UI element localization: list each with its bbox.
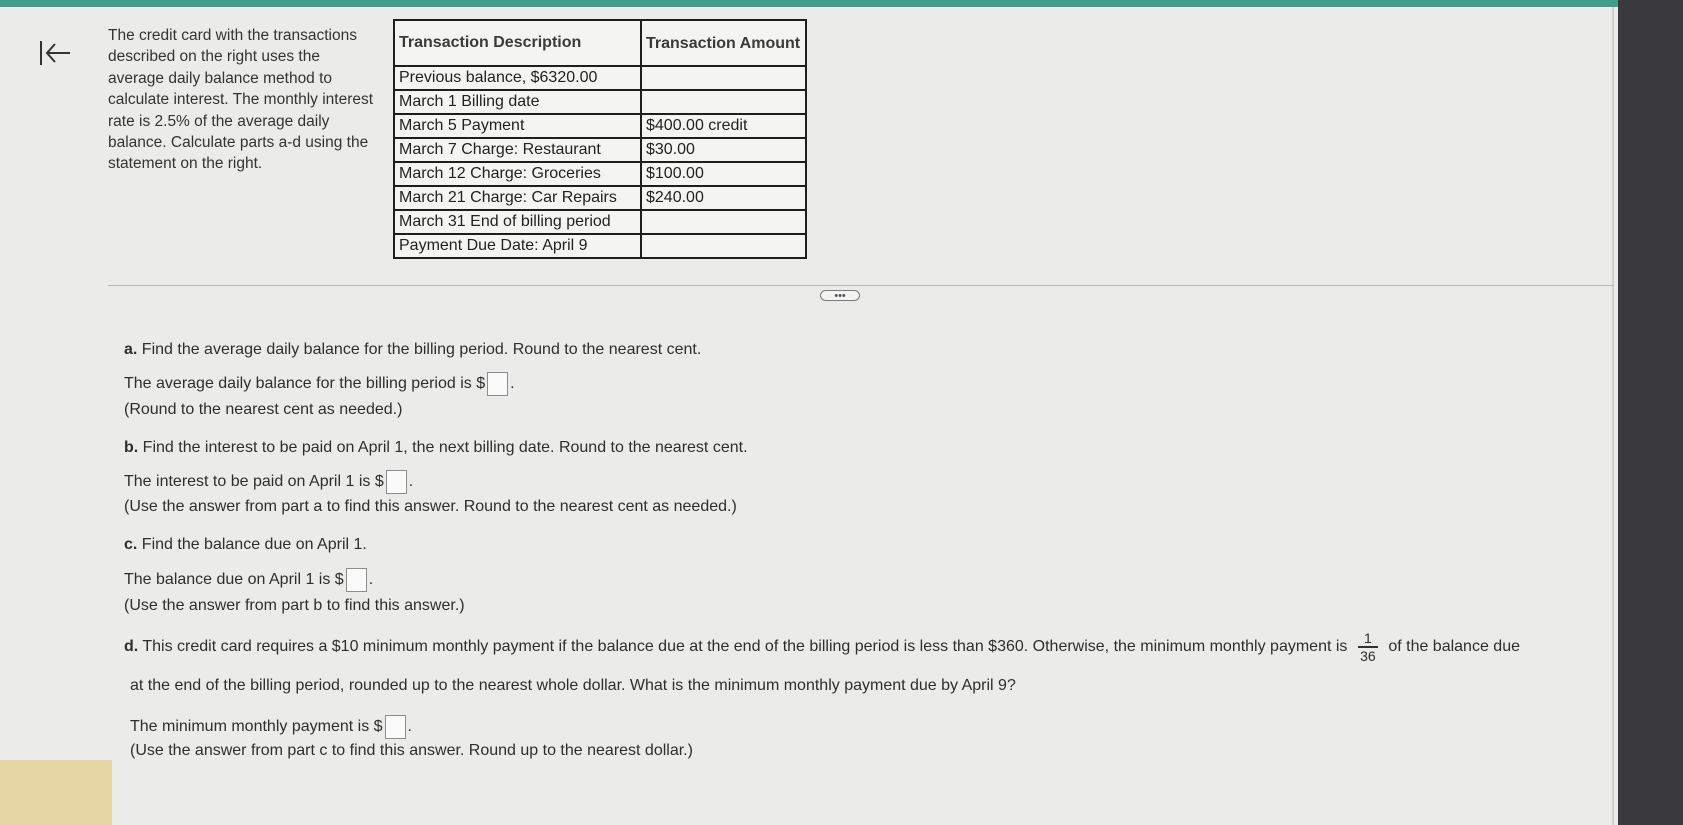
- table-cell: March 5 Payment: [394, 114, 641, 138]
- table-row: [394, 138, 806, 162]
- table-row: [394, 114, 806, 138]
- part-b-question-text: Find the interest to be paid on April 1, the next billing date. Round to the nearest cent.: [142, 439, 748, 456]
- part-a-label: a.: [124, 341, 138, 358]
- problem-intro-text: The credit card with the transactions described on the right uses the average daily balance method to calculate interest. The monthly interest rate is 2.5% of the average daily balance. Calculate parts a-d using the statement on the right.: [108, 27, 374, 173]
- transactions-table: [393, 19, 807, 259]
- table-cell: $400.00 credit: [641, 114, 806, 138]
- table-row: [394, 210, 806, 234]
- part-c-answer-row: The balance due on April 1 is $ .: [124, 568, 373, 592]
- table-header-amount: Transaction Amount: [641, 20, 806, 66]
- table-cell: March 21 Charge: Car Repairs: [394, 186, 641, 210]
- part-b-prompt: The interest to be paid on April 1 is $: [124, 473, 384, 491]
- table-row: [394, 186, 806, 210]
- part-c-question-text: Find the balance due on April 1.: [141, 536, 367, 553]
- table-row: [394, 234, 806, 258]
- arrow-left-bar-icon: [38, 39, 72, 67]
- table-cell: $100.00: [641, 162, 806, 186]
- part-d-question-line2: at the end of the billing period, rounded up to the nearest whole dollar. What is the minimum monthly payment due by April 9?: [130, 677, 1016, 694]
- table-cell: [641, 210, 806, 234]
- fraction-denominator: 36: [1360, 647, 1376, 664]
- part-a-question-text: Find the average daily balance for the billing period. Round to the nearest cent.: [141, 341, 702, 358]
- part-c-label: c.: [124, 536, 138, 553]
- part-d-answer-row: The minimum monthly payment is $ .: [130, 715, 412, 739]
- fraction-numerator: 1: [1363, 630, 1372, 646]
- collapse-back-button[interactable]: [36, 36, 74, 70]
- part-b-answer-input[interactable]: [386, 470, 407, 494]
- table-cell: March 12 Charge: Groceries: [394, 162, 641, 186]
- part-d-question: [124, 630, 1520, 664]
- part-d-label: d.: [124, 637, 139, 655]
- part-d-hint: (Use the answer from part c to find this answer. Round up to the nearest dollar.): [130, 742, 693, 759]
- table-row: [394, 162, 806, 186]
- part-c-answer-input[interactable]: [346, 568, 367, 592]
- table-cell: [641, 90, 806, 114]
- part-b-label: b.: [124, 439, 139, 456]
- part-a-question: [124, 340, 701, 360]
- part-d-question-text: This credit card requires a $10 minimum monthly payment if the balance due at the end of the billing period is less than $360. Otherwise, the minimum monthly payment is: [142, 637, 1348, 655]
- table-header-description: Transaction Description: [394, 20, 641, 66]
- top-accent-bar: [0, 0, 1683, 7]
- part-a-answer-row: The average daily balance for the billing period is $ .: [124, 372, 515, 396]
- table-cell: [641, 66, 806, 90]
- side-panel-fragment: [0, 760, 112, 825]
- part-b-hint: (Use the answer from part a to find this answer. Round to the nearest cent as needed.): [124, 498, 737, 515]
- table-cell: Payment Due Date: April 9: [394, 234, 641, 258]
- part-d-prompt: The minimum monthly payment is $: [130, 718, 383, 736]
- part-b-question: [124, 438, 748, 458]
- table-row: [394, 66, 806, 90]
- part-a-answer-input[interactable]: [487, 372, 508, 396]
- part-b-answer-row: The interest to be paid on April 1 is $ .: [124, 470, 413, 494]
- expand-more-button[interactable]: •••: [820, 290, 860, 301]
- part-d-answer-input[interactable]: [385, 715, 406, 739]
- table-cell: Previous balance, $6320.00: [394, 66, 641, 90]
- part-c-question: [124, 535, 367, 555]
- table-cell: [641, 234, 806, 258]
- screen-bezel: [1618, 0, 1683, 825]
- page-edge: [1612, 7, 1614, 825]
- section-divider: [108, 285, 1614, 286]
- part-c-prompt: The balance due on April 1 is $: [124, 571, 344, 589]
- part-c-hint: (Use the answer from part b to find this answer.): [124, 597, 465, 614]
- table-cell: $240.00: [641, 186, 806, 210]
- table-cell: March 31 End of billing period: [394, 210, 641, 234]
- table-cell: March 7 Charge: Restaurant: [394, 138, 641, 162]
- table-cell: March 1 Billing date: [394, 90, 641, 114]
- fraction-one-thirty-sixth: [1358, 630, 1378, 664]
- table-row: [394, 90, 806, 114]
- part-d-question-text-end: of the balance due: [1388, 637, 1520, 655]
- part-a-prompt: The average daily balance for the billing period is $: [124, 375, 486, 393]
- table-cell: $30.00: [641, 138, 806, 162]
- part-a-hint: (Round to the nearest cent as needed.): [124, 401, 403, 418]
